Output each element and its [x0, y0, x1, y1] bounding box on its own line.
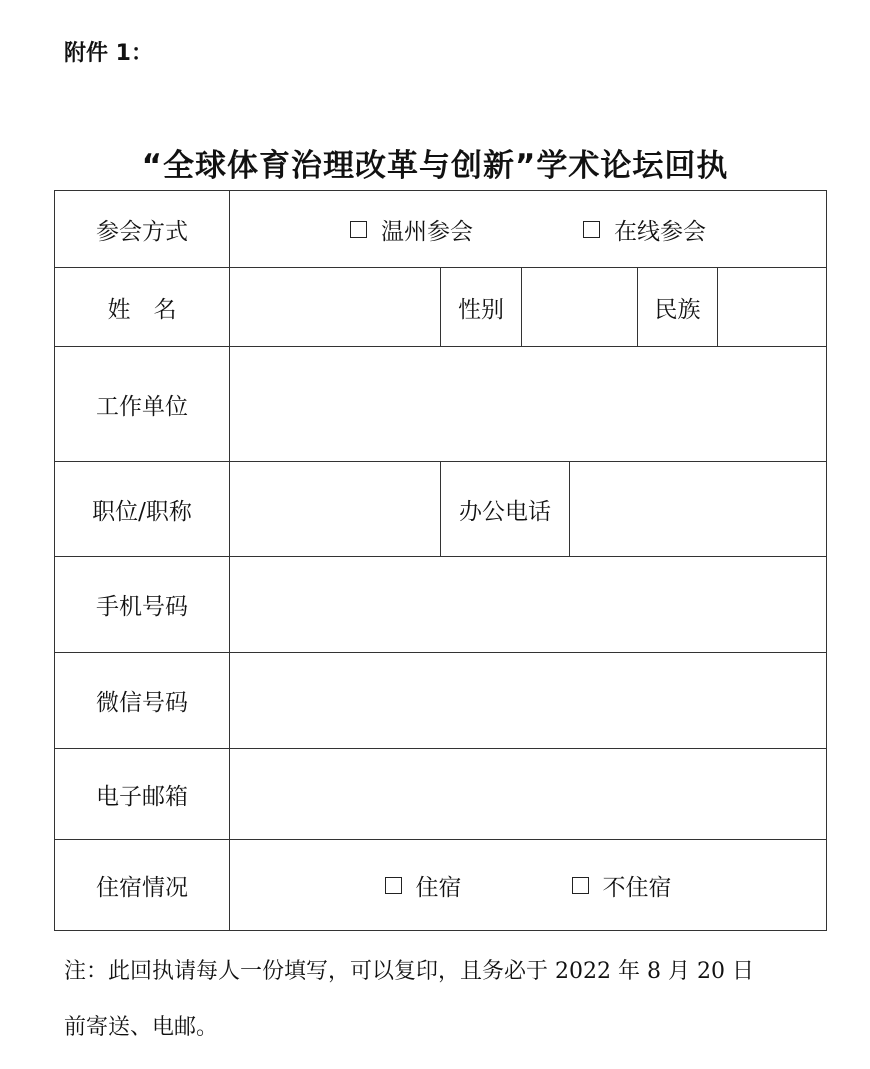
footnote: [64, 944, 834, 1056]
ethnicity-field[interactable]: [718, 268, 827, 347]
row-position: [55, 462, 827, 557]
row-employer: [55, 347, 827, 462]
office-phone-label: 办公电话: [441, 462, 570, 557]
option-wenzhou[interactable]: [350, 213, 473, 246]
ethnicity-label: 民族: [638, 268, 718, 347]
attendance-mode-label: 参会方式: [55, 191, 230, 268]
option-wenzhou-label: 温州参会: [381, 218, 473, 245]
email-label: 电子邮箱: [55, 749, 230, 840]
option-lodging[interactable]: [385, 869, 462, 902]
option-online[interactable]: [583, 213, 706, 246]
row-mobile: [55, 557, 827, 653]
gender-label: 性别: [441, 268, 522, 347]
form-title: “全球体育治理改革与创新”学术论坛回执: [141, 148, 729, 184]
row-attendance-mode: [55, 191, 827, 268]
employer-field[interactable]: [230, 347, 827, 462]
checkbox-icon[interactable]: [583, 221, 600, 238]
office-phone-field[interactable]: [570, 462, 827, 557]
row-lodging: [55, 840, 827, 931]
option-no-lodging-label: 不住宿: [602, 874, 672, 901]
footnote-line-1: 注：此回执请每人一份填写，可以复印，且务必于 2022 年 8 月 20 日: [64, 959, 754, 984]
checkbox-icon[interactable]: [385, 877, 402, 894]
row-name: [55, 268, 827, 347]
lodging-options: [230, 840, 827, 931]
reply-form-table: [54, 190, 827, 931]
row-wechat: [55, 653, 827, 749]
employer-label: 工作单位: [55, 347, 230, 462]
lodging-label: 住宿情况: [55, 840, 230, 931]
wechat-field[interactable]: [230, 653, 827, 749]
checkbox-icon[interactable]: [572, 877, 589, 894]
option-online-label: 在线参会: [614, 218, 706, 245]
footnote-line-2: 前寄送、电邮。: [64, 1015, 219, 1040]
email-field[interactable]: [230, 749, 827, 840]
attendance-mode-options: [230, 191, 827, 268]
gender-field[interactable]: [522, 268, 638, 347]
row-email: [55, 749, 827, 840]
position-field[interactable]: [230, 462, 441, 557]
checkbox-icon[interactable]: [350, 221, 367, 238]
name-label: 姓 名: [55, 268, 230, 347]
attachment-label: 附件 1：: [64, 41, 153, 66]
mobile-label: 手机号码: [55, 557, 230, 653]
option-lodging-label: 住宿: [415, 874, 462, 901]
mobile-field[interactable]: [230, 557, 827, 653]
wechat-label: 微信号码: [55, 653, 230, 749]
name-field[interactable]: [230, 268, 441, 347]
position-label: 职位/职称: [55, 462, 230, 557]
option-no-lodging[interactable]: [572, 869, 672, 902]
